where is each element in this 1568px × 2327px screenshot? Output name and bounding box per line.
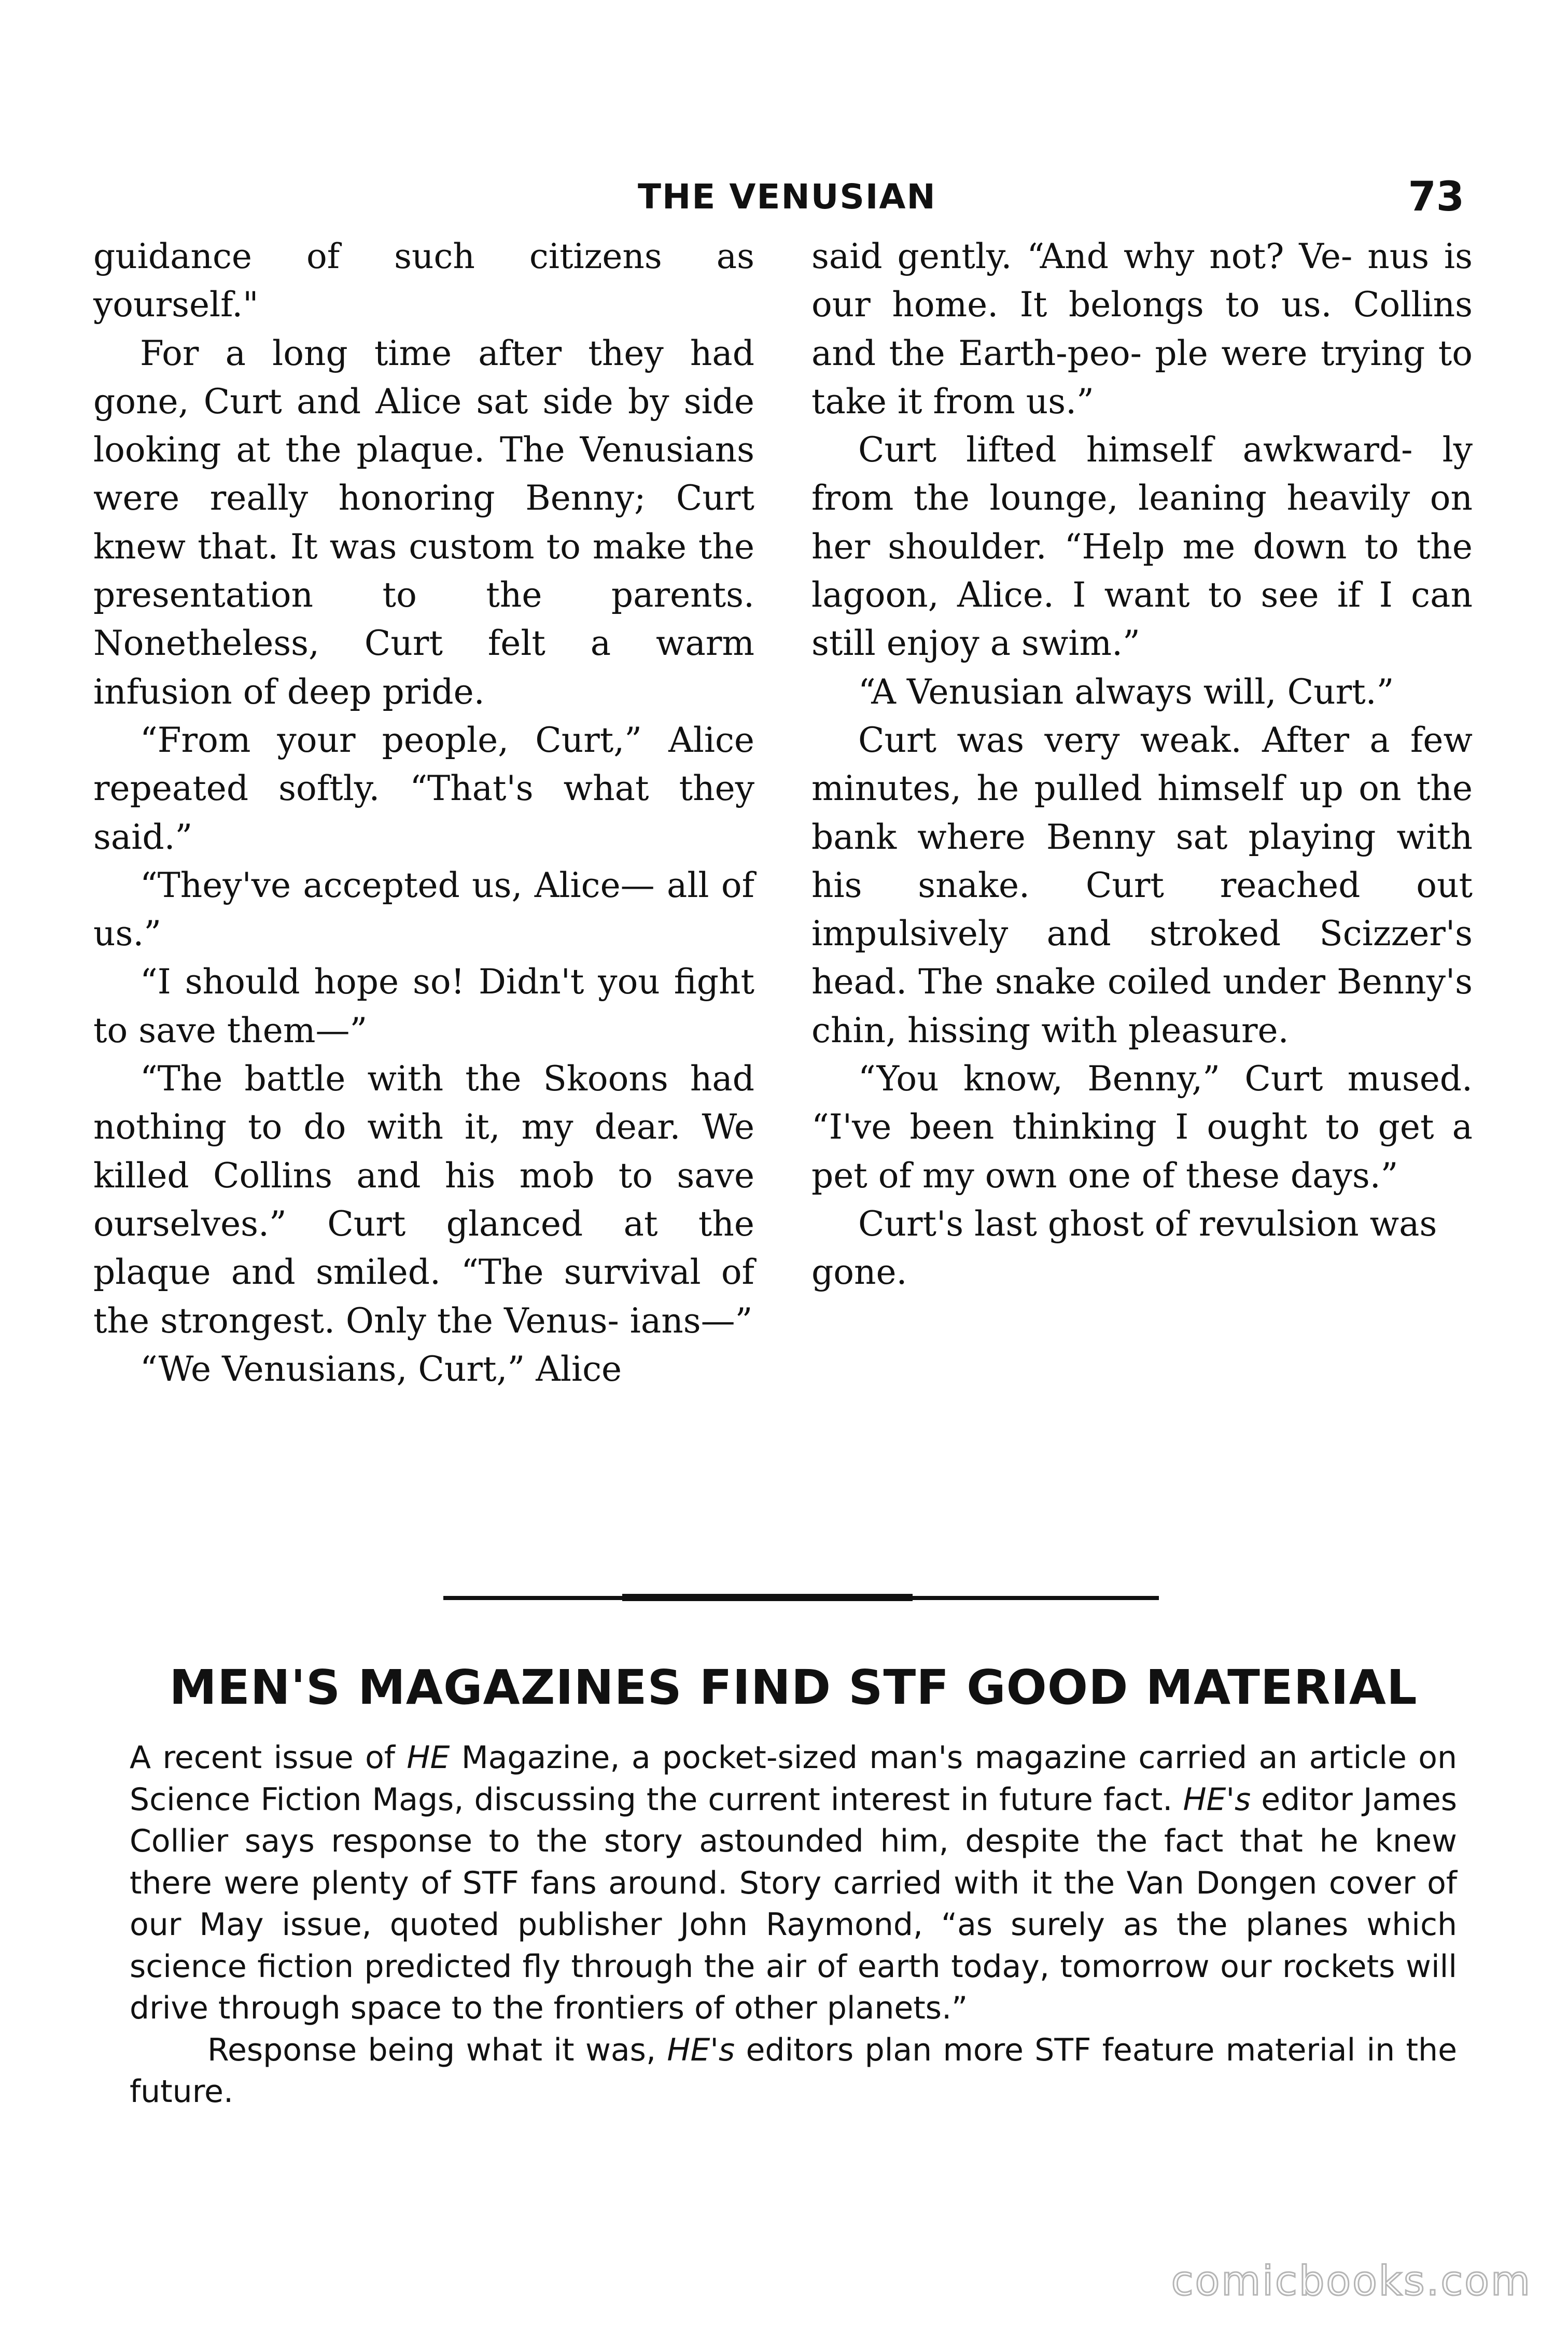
text-run: editor James Collier says response to the story astounded him, despite the fact that he knew there were plenty of STF fans around. Story carried with it the Van Dongen cover of our May issue, quoted publisher John Raymond, “as surely as the planes which science fiction predicted fly through the air of earth today, tomorrow our rockets will drive through space to the frontiers of other planets.” xyxy=(130,1781,1457,2026)
running-header xyxy=(0,171,1568,223)
text-run: A recent issue of xyxy=(130,1740,407,1776)
article-body xyxy=(130,1737,1457,2113)
magazine-name: HE's xyxy=(667,2031,735,2068)
section-divider-center xyxy=(622,1594,913,1601)
article-paragraph xyxy=(130,1737,1457,2029)
article-headline: MEN'S MAGAZINES FIND STF GOOD MATERIAL xyxy=(169,1660,1418,1715)
paragraph: For a long time after they had gone, Curt and Alice sat side by side looking at the plaque. The Venusians were really honoring Benny; Curt knew that. It was custom to make the presentation to the parents. Nonetheless, Curt felt a warm infusion of deep pride. xyxy=(93,333,754,712)
news-article xyxy=(130,1654,1457,2113)
text-run: editors plan more STF feature material in the future. xyxy=(130,2031,1457,2110)
running-title: THE VENUSIAN xyxy=(638,177,936,217)
paragraph: “They've accepted us, Alice— all of us.” xyxy=(93,865,754,954)
left-column xyxy=(93,232,754,1393)
paragraph: “We Venusians, Curt,” Alice xyxy=(140,1349,622,1389)
magazine-name: HE's xyxy=(1183,1781,1251,1818)
paragraph: “A Venusian always will, Curt.” xyxy=(858,671,1394,712)
paragraph: said gently. “And why not? Ve- nus is our home. It belongs to us. Collins and the Earth-peo- ple were trying to take it from us.” xyxy=(811,236,1473,422)
paragraph: guidance of such citizens as yourself." xyxy=(93,236,754,325)
paragraph: “The battle with the Skoons had nothing to do with it, my dear. We killed Collins and his mob to save ourselves.” Curt glanced at the plaque and smiled. “The survival of the strongest. Only the Venus- ians—” xyxy=(93,1059,754,1341)
watermark: comicbooks.com xyxy=(1171,2258,1532,2305)
paragraph: Curt's last ghost of revulsion was gone. xyxy=(811,1203,1437,1293)
magazine-name: HE xyxy=(407,1740,450,1776)
text-run: Response being what it was, xyxy=(207,2031,667,2068)
right-column xyxy=(811,232,1473,1297)
page-number: 73 xyxy=(1408,174,1464,220)
paragraph: Curt lifted himself awkward- ly from the lounge, leaning heavily on her shoulder. “Help me down to the lagoon, Alice. I want to see if I can still enjoy a swim.” xyxy=(811,430,1473,664)
paragraph: “From your people, Curt,” Alice repeated softly. “That's what they said.” xyxy=(93,720,754,857)
article-paragraph xyxy=(130,2029,1457,2113)
paragraph: Curt was very weak. After a few minutes, he pulled himself up on the bank where Benny sat playing with his snake. Curt reached out impulsively and stroked Scizzer's head. The snake coiled under Benny's chin, hissing with pleasure. xyxy=(811,720,1473,1050)
story-text xyxy=(93,232,1473,1560)
paragraph: “You know, Benny,” Curt mused. “I've been thinking I ought to get a pet of my own one of these days.” xyxy=(811,1059,1473,1196)
text-run: Magazine, a pocket-sized man's magazine carried an article on Science Fiction Mags, discussing the current interest in future fact. xyxy=(130,1740,1458,1818)
paragraph: “I should hope so! Didn't you fight to save them—” xyxy=(93,962,754,1050)
